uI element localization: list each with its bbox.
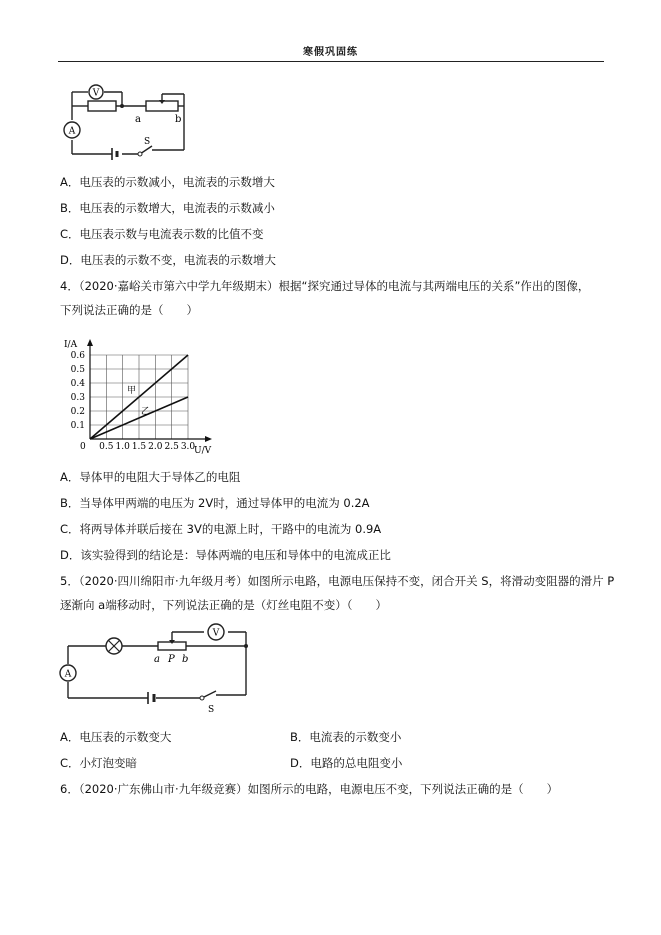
x-tick-label-2: 1.5 [131, 442, 147, 452]
q5-circuit-figure [58, 620, 258, 716]
x-tick-label-1: 1.0 [115, 442, 130, 452]
x-tick-label-4: 2.5 [164, 442, 179, 452]
chart-ylabel: I/A [64, 340, 78, 350]
q5-ammeter-label: A [64, 669, 72, 680]
q4-option-d: D．该实验得到的结论是：导体两端的电压和导体中的电流成正比 [60, 548, 391, 562]
q4-iu-chart [58, 328, 228, 458]
q5-label-b: b [182, 654, 189, 665]
q5-stem-line1: 5．（2020·四川绵阳市·九年级月考）如图所示电路，电源电压保持不变，闭合开关 S，将滑动变阻器的滑片 P [60, 574, 615, 588]
q3-point-b: b [175, 114, 182, 125]
q3-option-b: B．电压表的示数增大，电流表的示数减小 [60, 201, 275, 215]
chart-origin-label: 0 [80, 442, 86, 452]
y-tick-label-1: 0.2 [70, 407, 85, 417]
x-axis-arrow [205, 436, 212, 442]
header-divider [58, 61, 604, 62]
q4-option-a: A．导体甲的电阻大于导体乙的电阻 [60, 470, 241, 484]
y-axis-arrow [87, 339, 93, 346]
y-tick-label-2: 0.3 [70, 393, 85, 403]
y-tick-label-5: 0.6 [70, 351, 85, 361]
q6-stem: 6．（2020·广东佛山市·九年级竞赛）如图所示的电路，电源电压不变，下列说法正确的是（ ） [60, 782, 559, 796]
q5-switch-label: S [208, 705, 215, 715]
q4-stem-line2: 下列说法正确的是（ ） [60, 303, 198, 317]
q3-ammeter-label: A [68, 126, 76, 137]
q5-option-b: B．电流表的示数变小 [290, 730, 402, 744]
q4-option-b: B．当导体甲两端的电压为 2V时，通过导体甲的电流为 0.2A [60, 496, 370, 510]
q3-switch-label: S [144, 137, 151, 147]
q3-option-a: A．电压表的示数减小，电流表的示数增大 [60, 175, 275, 189]
q3-point-a: a [135, 114, 141, 125]
page-header: 寒假巩固练 [303, 47, 358, 58]
q5-option-c: C．小灯泡变暗 [60, 756, 138, 770]
y-tick-label-0: 0.1 [70, 421, 85, 431]
series-label-0: 甲 [127, 386, 137, 396]
x-tick-label-0: 0.5 [99, 442, 114, 452]
q3-option-c: C．电压表示数与电流表示数的比值不变 [60, 227, 264, 241]
q5-option-a: A．电压表的示数变大 [60, 730, 172, 744]
y-tick-label-4: 0.5 [70, 365, 85, 375]
q3-option-d: D．电压表的示数不变，电流表的示数增大 [60, 253, 276, 267]
q3-circuit-figure [62, 82, 192, 162]
q4-stem-line1: 4．（2020·嘉峪关市第六中学九年级期末）根据“探究通过导体的电流与其两端电压的关系”作出的图像， [60, 279, 590, 293]
y-tick-label-3: 0.4 [70, 379, 85, 389]
chart-xlabel: U/V [194, 446, 212, 456]
q5-voltmeter-label: V [212, 628, 220, 639]
x-tick-label-5: 3.0 [180, 442, 196, 452]
q5-option-d: D．电路的总电阻变小 [290, 756, 403, 770]
x-tick-label-3: 2.0 [148, 442, 163, 452]
q5-label-p: P [168, 654, 175, 665]
q4-option-c: C．将两导体并联后接在 3V的电源上时，干路中的电流为 0.9A [60, 522, 382, 536]
q5-label-a: a [154, 654, 160, 665]
q5-stem-line2: 逐渐向 a端移动时，下列说法正确的是（灯丝电阻不变）（ ） [60, 598, 387, 612]
q3-voltmeter-label: V [92, 88, 100, 99]
series-label-1: 乙 [141, 407, 151, 417]
